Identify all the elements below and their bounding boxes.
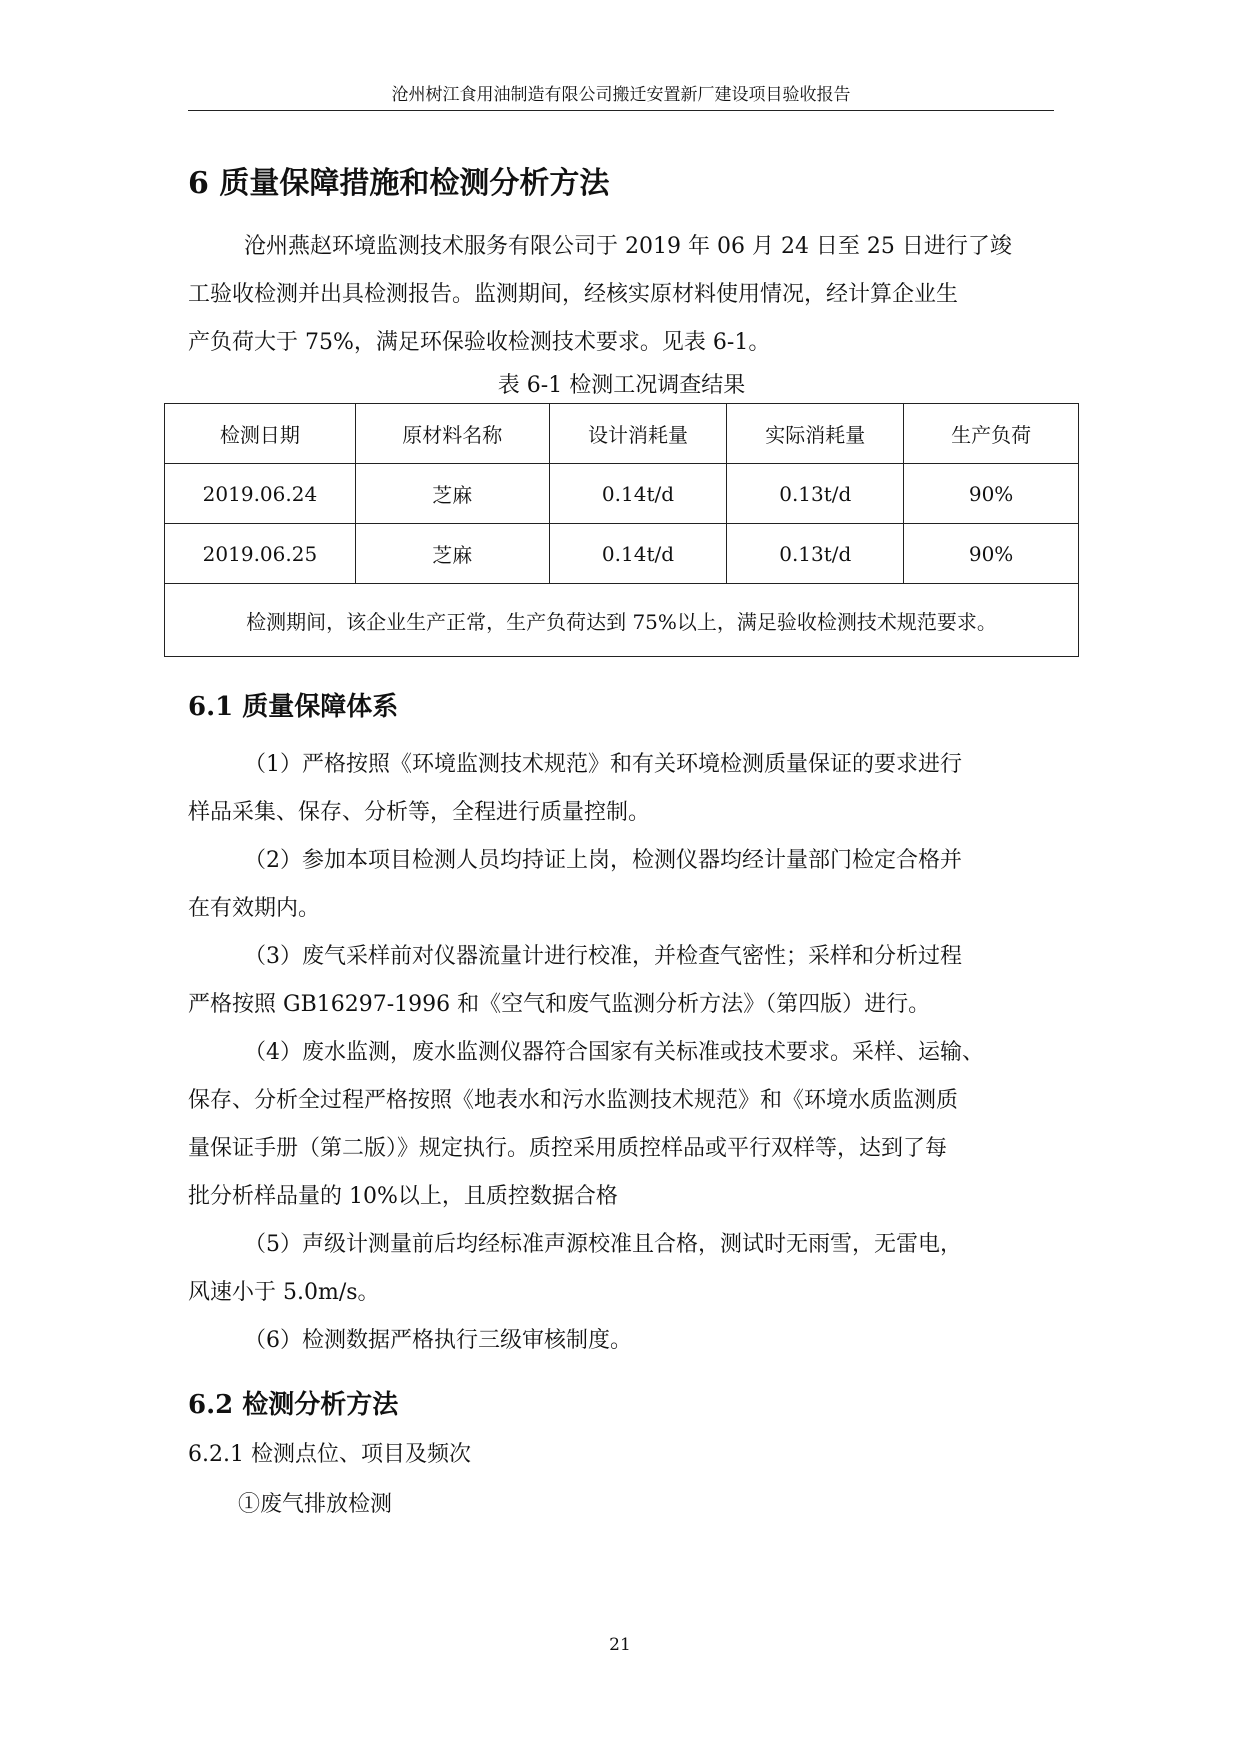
table-cell: 0.14t/d [549, 464, 727, 524]
list-item-line: 在有效期内。 [188, 896, 321, 921]
table-cell: 0.13t/d [727, 464, 904, 524]
table-header-cell: 实际消耗量 [727, 404, 904, 464]
section-6-heading: 6 质量保障措施和检测分析方法 [188, 166, 610, 201]
table-header-cell: 原材料名称 [355, 404, 549, 464]
quality-assurance-list [188, 741, 1058, 1365]
table-cell: 芝麻 [355, 524, 549, 584]
table-row [165, 524, 1079, 584]
section-6-2-heading: 6.2 检测分析方法 [188, 1390, 399, 1420]
table-note-row [165, 584, 1079, 657]
list-item-line: （4）废水监测，废水监测仪器符合国家有关标准或技术要求。采样、运输、 [244, 1040, 984, 1065]
list-item-line: （5）声级计测量前后均经标准声源校准且合格，测试时无雨雪，无雷电， [244, 1232, 962, 1257]
list-item-line: （6）检测数据严格执行三级审核制度。 [244, 1328, 632, 1353]
list-item-line: 保存、分析全过程严格按照《地表水和污水监测技术规范》和《环境水质监测质 [188, 1088, 959, 1113]
table-cell: 芝麻 [355, 464, 549, 524]
list-item-line: （3）废气采样前对仪器流量计进行校准，并检查气密性；采样和分析过程 [244, 944, 962, 969]
section-6-intro [188, 223, 1058, 367]
section-6-2-1-heading: 6.2.1 检测点位、项目及频次 [188, 1442, 471, 1467]
table-cell: 0.14t/d [549, 524, 727, 584]
page-number: 21 [609, 1635, 631, 1655]
list-item-line: 批分析样品量的 10%以上，且质控数据合格 [188, 1184, 618, 1209]
table-note: 检测期间，该企业生产正常，生产负荷达到 75%以上，满足验收检测技术规范要求。 [165, 584, 1079, 657]
list-item-line: 样品采集、保存、分析等，全程进行质量控制。 [188, 800, 651, 825]
intro-line: 产负荷大于 75%，满足环保验收检测技术要求。见表 6-1。 [188, 330, 771, 355]
list-item-line: 风速小于 5.0m/s。 [188, 1280, 380, 1305]
exhaust-gas-item: ①废气排放检测 [238, 1492, 393, 1517]
list-item-line: （2）参加本项目检测人员均持证上岗，检测仪器均经计量部门检定合格并 [244, 848, 962, 873]
list-item-line: 严格按照 GB16297-1996 和《空气和废气监测分析方法》（第四版）进行。 [188, 992, 931, 1017]
intro-line: 工验收检测并出具检测报告。监测期间，经核实原材料使用情况，经计算企业生 [188, 282, 959, 307]
list-item-line: 量保证手册（第二版）》规定执行。质控采用质控样品或平行双样等，达到了每 [188, 1136, 948, 1161]
table-header-cell: 生产负荷 [904, 404, 1079, 464]
monitoring-conditions-table [164, 403, 1079, 657]
table-cell: 90% [904, 524, 1079, 584]
table-cell: 2019.06.25 [165, 524, 356, 584]
table-cell: 2019.06.24 [165, 464, 356, 524]
section-6-1-heading: 6.1 质量保障体系 [188, 692, 399, 722]
table-caption: 表 6-1 检测工况调查结果 [497, 373, 746, 398]
table-header-cell: 设计消耗量 [549, 404, 727, 464]
list-item-line: （1）严格按照《环境监测技术规范》和有关环境检测质量保证的要求进行 [244, 752, 962, 777]
table-row [165, 464, 1079, 524]
table-header-row [165, 404, 1079, 464]
table-cell: 0.13t/d [727, 524, 904, 584]
table-header-cell: 检测日期 [165, 404, 356, 464]
table-cell: 90% [904, 464, 1079, 524]
page-header: 沧州树江食用油制造有限公司搬迁安置新厂建设项目验收报告 [188, 84, 1054, 111]
intro-line: 沧州燕赵环境监测技术服务有限公司于 2019 年 06 月 24 日至 25 日进行了竣 [244, 234, 1012, 259]
